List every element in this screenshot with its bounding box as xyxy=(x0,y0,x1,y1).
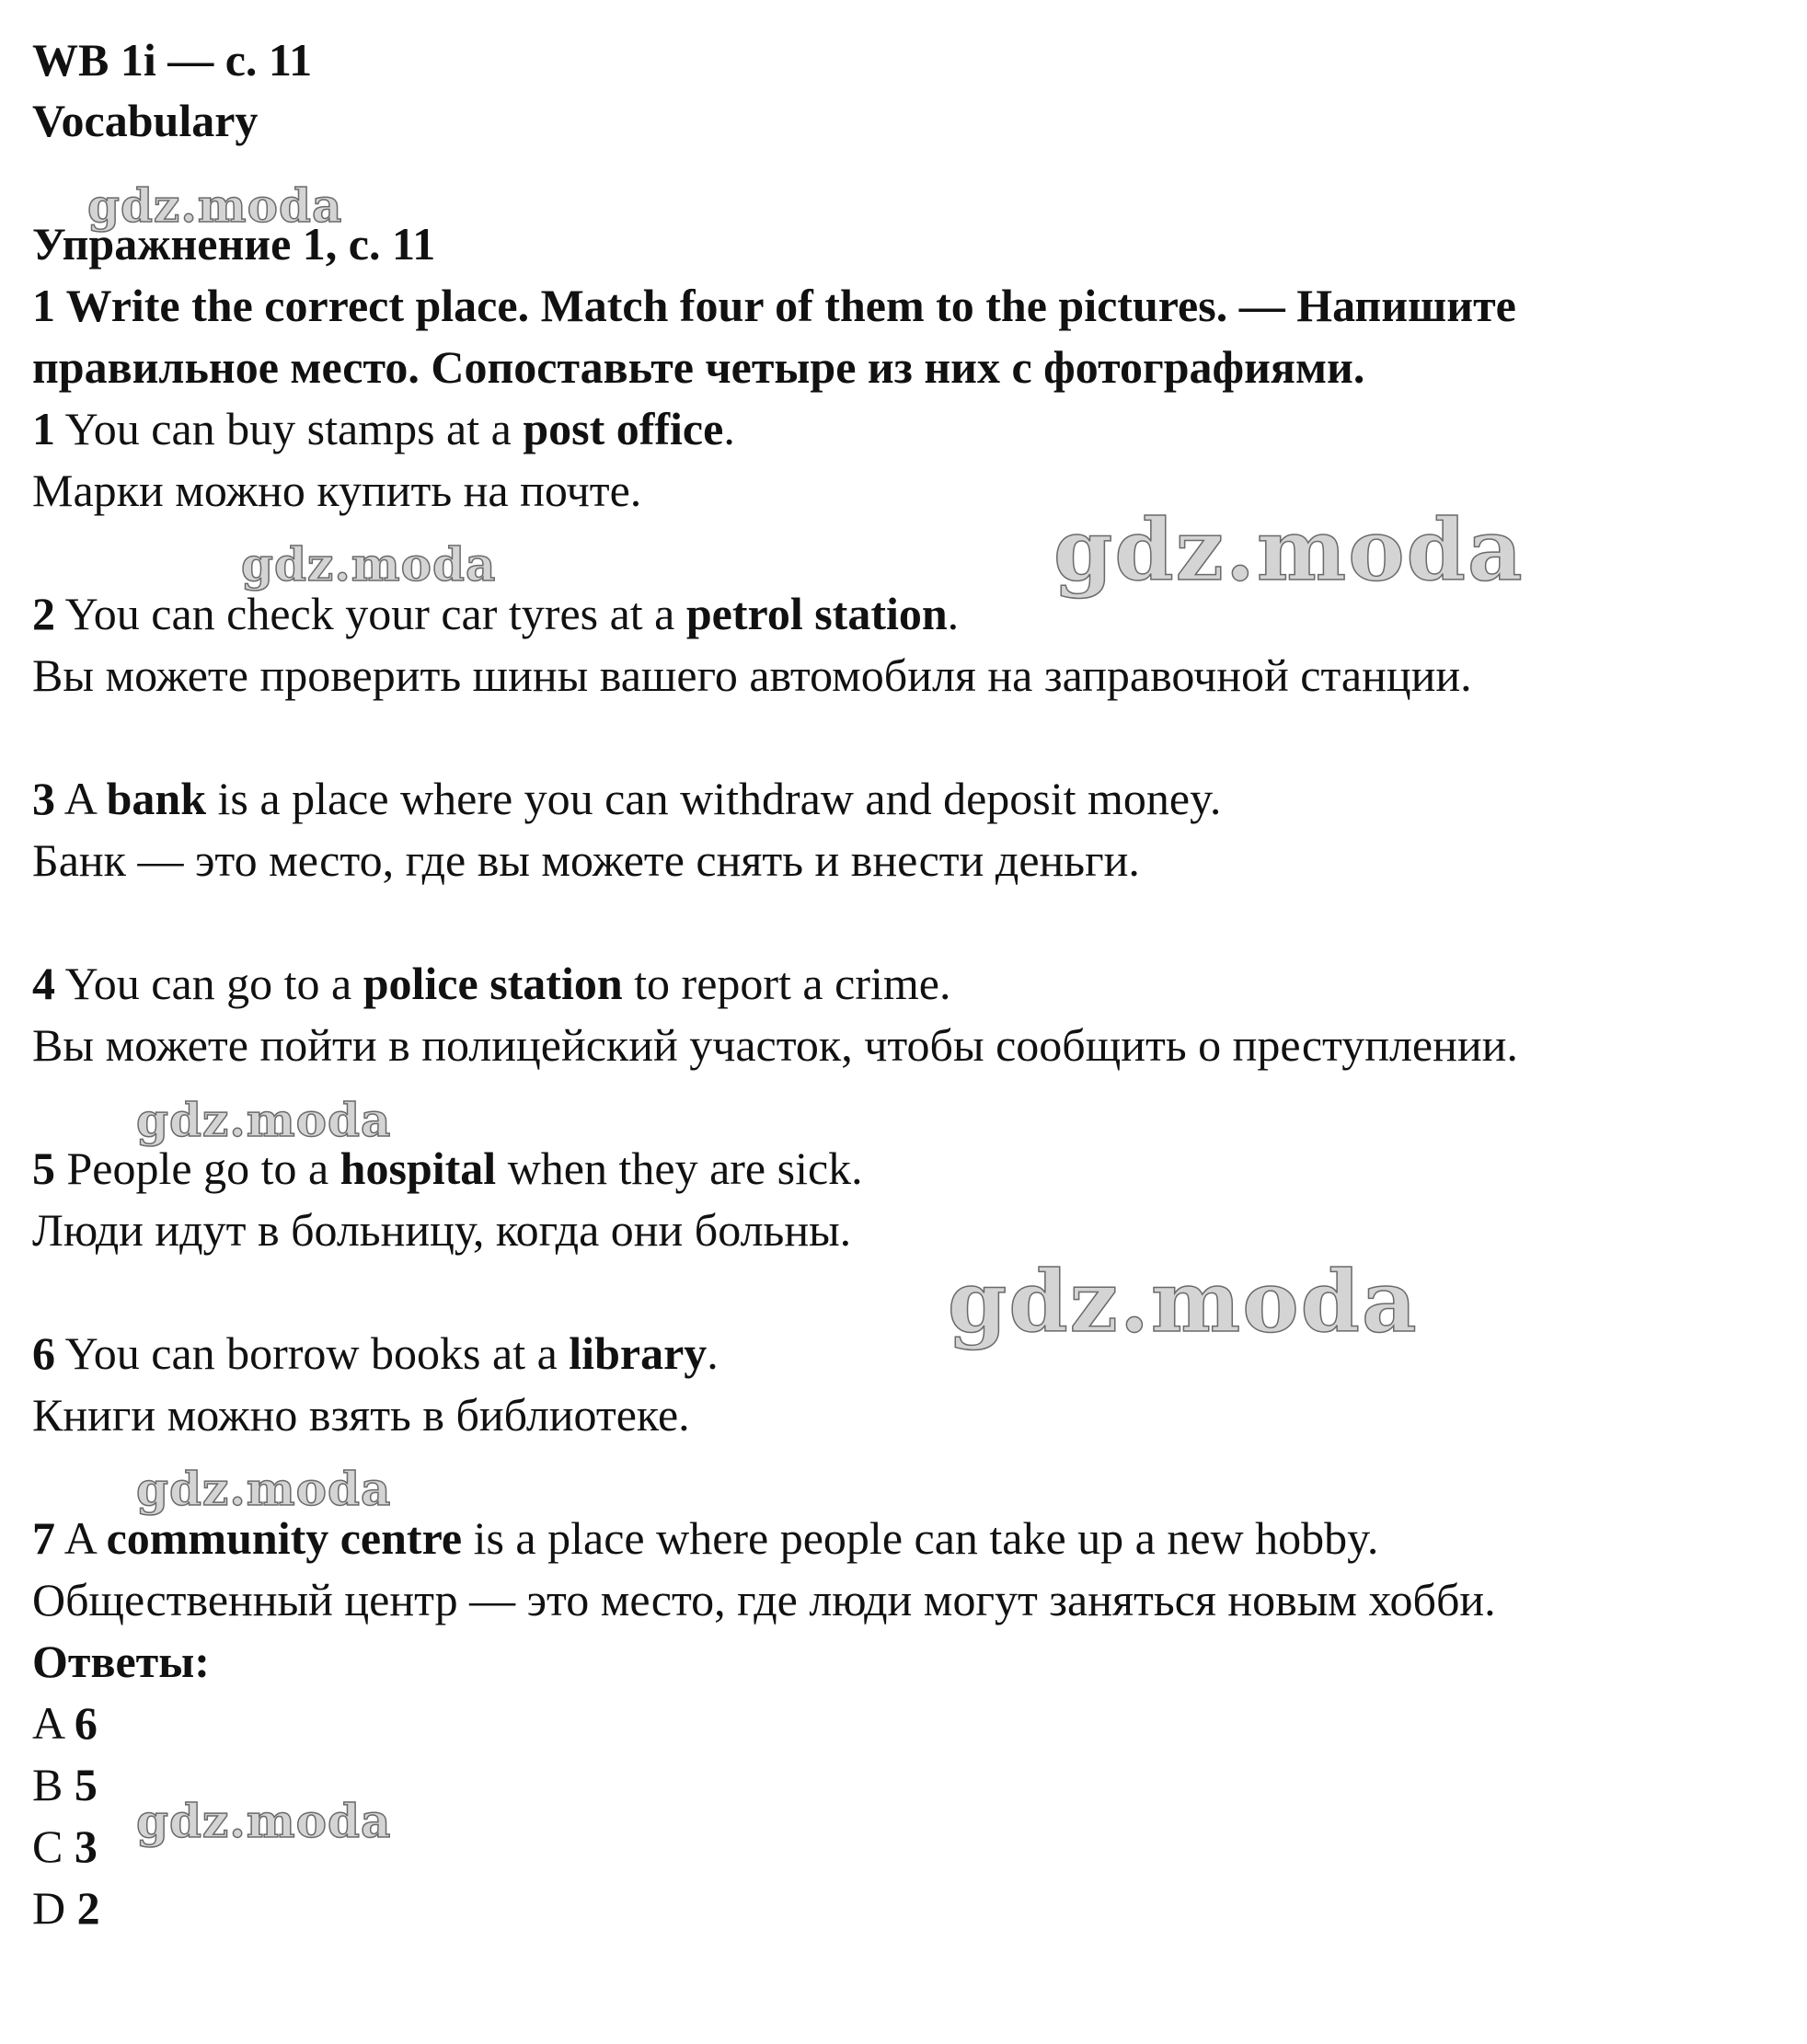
item-6-translation: Книги можно взять в библиотеке. xyxy=(32,1389,690,1441)
item-text: You can go to a xyxy=(55,958,363,1009)
item-3-translation: Банк — это место, где вы можете снять и внести деньги. xyxy=(32,834,1140,886)
item-text-end: . xyxy=(947,588,960,639)
answer-value: 2 xyxy=(76,1882,100,1934)
answer-letter: B xyxy=(32,1759,75,1810)
item-text-end: is a place where you can withdraw and deposit money. xyxy=(206,773,1222,824)
item-number: 1 xyxy=(32,403,55,454)
item-7-translation: Общественный центр — это место, где люди могут заняться новым хобби. xyxy=(32,1574,1496,1625)
answers-heading: Ответы: xyxy=(32,1636,210,1687)
item-text-end: when they are sick. xyxy=(496,1143,863,1194)
item-text: You can buy stamps at a xyxy=(55,403,524,454)
item-answer: police station xyxy=(363,958,623,1009)
watermark: gdz.moda xyxy=(948,1252,1419,1351)
item-text-end: to report a crime. xyxy=(622,958,951,1009)
answer-b xyxy=(32,1754,98,1815)
exercise-item-6 xyxy=(32,1323,719,1384)
item-answer: bank xyxy=(106,773,207,824)
item-number: 5 xyxy=(32,1143,55,1194)
watermark: gdz.moda xyxy=(136,1462,392,1516)
exercise-item-2 xyxy=(32,583,959,644)
item-number: 4 xyxy=(32,958,55,1009)
item-text-end: . xyxy=(707,1327,719,1379)
item-5-translation: Люди идут в больницу, когда они больны. xyxy=(32,1204,852,1256)
item-text-end: . xyxy=(723,403,735,454)
answer-c xyxy=(32,1816,98,1877)
item-2-translation: Вы можете проверить шины вашего автомобиля на заправочной станции. xyxy=(32,649,1472,701)
exercise-item-4 xyxy=(32,953,950,1014)
item-text: People go to a xyxy=(55,1143,340,1194)
watermark: gdz.moda xyxy=(1053,500,1525,600)
answer-letter: C xyxy=(32,1820,75,1872)
item-1-translation: Марки можно купить на почте. xyxy=(32,465,642,516)
watermark: gdz.moda xyxy=(136,1794,392,1848)
item-text: A xyxy=(55,1512,107,1564)
answer-value: 3 xyxy=(74,1820,98,1872)
exercise-item-3 xyxy=(32,768,1221,829)
answer-value: 5 xyxy=(74,1759,98,1810)
exercise-item-1 xyxy=(32,398,735,459)
section-subtitle: Vocabulary xyxy=(32,95,259,146)
item-number: 7 xyxy=(32,1512,55,1564)
exercise-heading: Упражнение 1, с. 11 xyxy=(32,218,436,270)
item-text-end: is a place where people can take up a new hobby. xyxy=(462,1512,1379,1564)
item-number: 2 xyxy=(32,588,55,639)
watermark: gdz.moda xyxy=(241,537,497,591)
answer-a xyxy=(32,1693,98,1753)
item-answer: post office xyxy=(523,403,724,454)
item-number: 3 xyxy=(32,773,55,824)
item-answer: community centre xyxy=(106,1512,463,1564)
item-answer: library xyxy=(569,1327,708,1379)
item-4-translation: Вы можете пойти в полицейский участок, чтобы сообщить о преступлении. xyxy=(32,1019,1518,1071)
answer-letter: D xyxy=(32,1882,77,1934)
instruction-line-1: 1 Write the correct place. Match four of them to the pictures. — Напишите xyxy=(32,280,1516,331)
page-title: WB 1i — с. 11 xyxy=(32,34,313,86)
item-text: You can check your car tyres at a xyxy=(55,588,686,639)
answer-d xyxy=(32,1877,100,1938)
item-text: A xyxy=(55,773,107,824)
item-answer: hospital xyxy=(340,1143,497,1194)
answer-letter: A xyxy=(32,1697,75,1749)
item-text: You can borrow books at a xyxy=(55,1327,570,1379)
watermark: gdz.moda xyxy=(87,178,343,233)
item-answer: petrol station xyxy=(685,588,948,639)
exercise-item-7 xyxy=(32,1508,1378,1568)
item-number: 6 xyxy=(32,1327,55,1379)
watermark: gdz.moda xyxy=(136,1093,392,1147)
instruction-line-2: правильное место. Сопоставьте четыре из них с фотографиями. xyxy=(32,341,1365,393)
answer-value: 6 xyxy=(74,1697,98,1749)
